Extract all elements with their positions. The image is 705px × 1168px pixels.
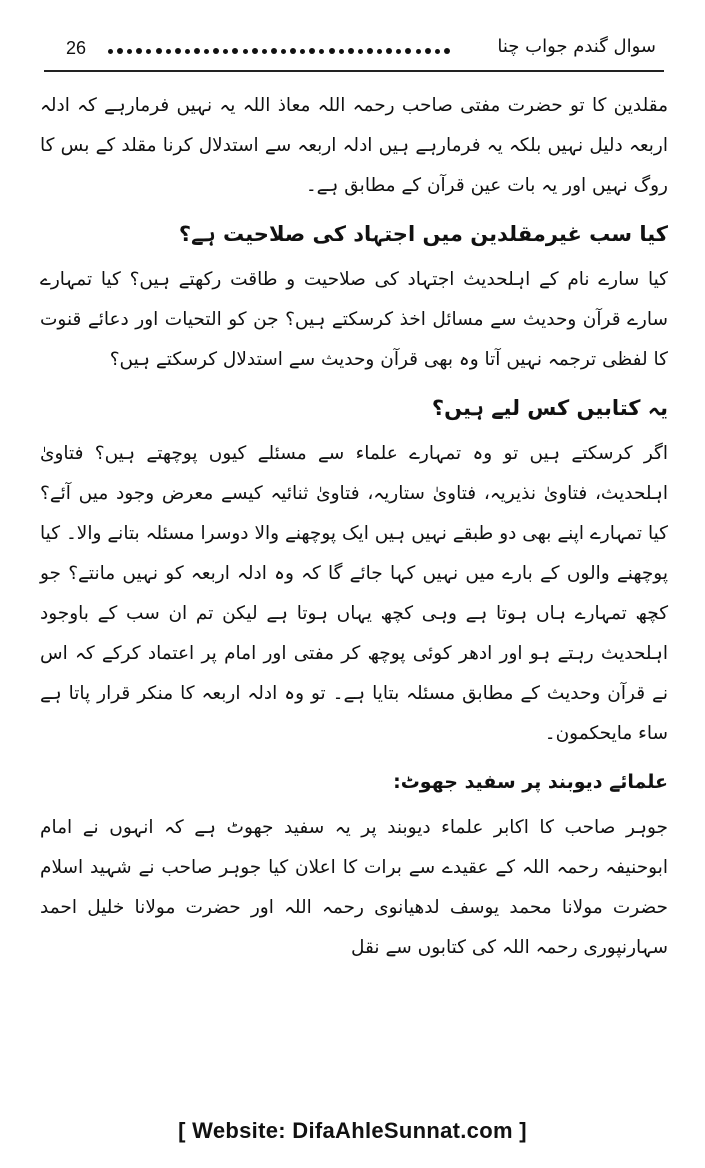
running-book-title: سوال گندم جواب چنا — [497, 36, 656, 57]
heading-ijtihad-question: کیا سب غیرمقلدین میں اجتہاد کی صلاحیت ہے؟ — [178, 222, 668, 246]
paragraph-ahl-hadith-ability: کیا سارے نام کے اہلحدیث اجتہاد کی صلاحیت و طاقت رکھتے ہیں؟ کیا تمہارے سارے قرآن وحدیث سے مسائل اخذ کرسکتے ہیں؟ جن کو التحیات اور دعائے قنوت کا لفظی ترجمہ نہیں آتا وہ بھی قرآن وحدیث سے استدلال کرسکتے ہیں؟ — [40, 269, 668, 370]
page-body — [40, 86, 668, 968]
page-number: 26 — [66, 38, 87, 58]
paragraph-muqallidin: مقلدین کا تو حضرت مفتی صاحب رحمہ اللہ معاذ اللہ یہ نہیں فرمارہے کہ ادلہ اربعہ دلیل نہیں بلکہ یہ فرمارہے ہیں ادلہ اربعہ سے استدلال کرنا مقلد کے بس کا روگ نہیں اور یہ بات عین قرآن کے مطابق ہے۔ — [40, 95, 668, 196]
decorative-dot-rule — [108, 44, 450, 58]
paragraph-fatawa: اگر کرسکتے ہیں تو وہ تمہارے علماء سے مسئلے کیوں پوچھتے ہیں؟ فتاویٰ اہلحدیث، فتاویٰ نذیریہ، فتاویٰ ستاریہ، فتاویٰ ثنائیہ کیسے معرض وجود میں آئے؟ کیا تمہارے اپنے بھی دو طبقے نہیں ہیں ایک پوچھنے والا دوسرا مسئلہ بتانے والا۔ کیا پوچھنے والوں کے بارے میں نہیں کہا جائے گا کہ وہ ادلہ اربعہ کو نہیں مانتے؟ جو کچھ تمہارے ہاں ہوتا ہے وہی کچھ یہاں ہوتا ہے لیکن تم ان سب کے باوجود اہلحدیث رہتے ہو اور ادھر کوئی پوچھ کر مفتی اور امام پر اعتماد کرکے کہ اس نے قرآن وحدیث کے مطابق مسئلہ بتایا ہے۔ تو وہ ادلہ اربعہ کا منکر قرار پاتا ہے ساء مایحکمون۔ — [40, 443, 668, 744]
paragraph-jauhar-sahib: جوہر صاحب کا اکابر علماء دیوبند پر یہ سفید جھوٹ ہے کہ انہوں نے امام ابوحنیفہ رحمہ اللہ کے عقیدے سے برات کا اعلان کیا جوہر صاحب نے شہید اسلام حضرت مولانا محمد یوسف لدھیانوی رحمہ اللہ اور حضرت مولانا خلیل احمد سہارنپوری رحمہ اللہ کی کتابوں سے نقل — [40, 817, 668, 958]
heading-white-lie: علمائے دیوبند پر سفید جھوٹ: — [393, 771, 668, 793]
page-header — [44, 34, 664, 72]
heading-books-purpose: یہ کتابیں کس لیے ہیں؟ — [431, 396, 668, 420]
website-footer: [ Website: DifaAhleSunnat.com ] — [178, 1118, 527, 1143]
